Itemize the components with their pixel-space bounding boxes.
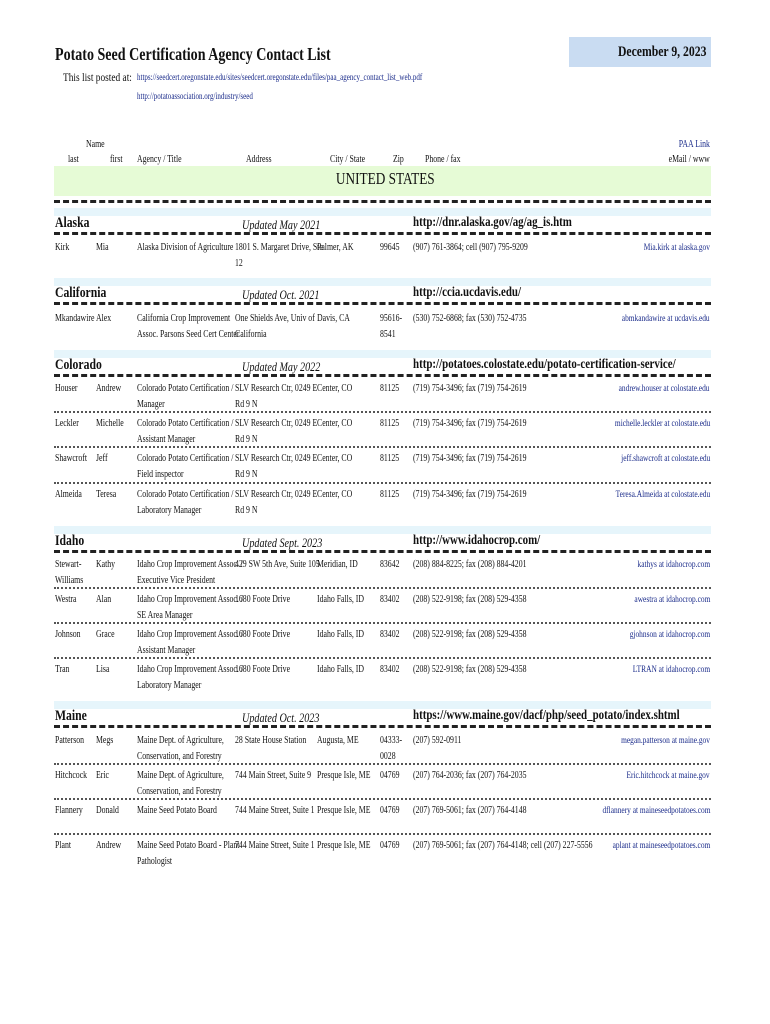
- contact-first-name: Donald: [96, 805, 119, 816]
- contact-agency: Maine Dept. of Agriculture, Conservation, and Forestry: [137, 735, 224, 762]
- contact-agency: Colorado Potato Certification / Laboratory Manager: [137, 489, 234, 516]
- col-phone: Phone / fax: [425, 154, 461, 165]
- contact-zip: 99645: [380, 242, 400, 253]
- contact-zip: 83642: [380, 559, 400, 570]
- contact-first-name: Alan: [96, 594, 112, 605]
- contact-phone: (208) 522-9198; fax (208) 529-4358: [413, 594, 527, 605]
- state-updated: Updated Oct. 2023: [242, 710, 320, 725]
- contact-agency: Idaho Crop Improvement Assoc. / Assistant Manager: [137, 629, 243, 656]
- contact-email-link[interactable]: aplant at maineseedpotatoes.com: [612, 841, 710, 851]
- col-email: eMail / www: [668, 154, 710, 165]
- contact-city: Presque Isle, ME: [317, 805, 371, 816]
- col-zip: Zip: [393, 154, 404, 165]
- state-divider: [54, 725, 711, 728]
- col-city: City / State: [330, 154, 366, 165]
- contact-last-name: Houser: [55, 383, 78, 394]
- contact-last-name: Hitchcock: [55, 770, 88, 781]
- contact-email-link[interactable]: michelle.leckler at colostate.edu: [614, 419, 710, 429]
- contact-zip: 83402: [380, 594, 400, 605]
- page-title: Potato Seed Certification Agency Contact List: [55, 44, 331, 64]
- contact-zip: 04769: [380, 805, 400, 816]
- state-divider: [54, 232, 711, 235]
- contact-agency: Maine Seed Potato Board: [137, 805, 217, 816]
- contact-address: 429 SW 5th Ave, Suite 105: [235, 559, 320, 570]
- contact-address: 1680 Foote Drive: [235, 594, 291, 605]
- contact-phone: (719) 754-3496; fax (719) 754-2619: [413, 489, 527, 500]
- state-name: California: [55, 285, 107, 301]
- contact-email-link[interactable]: awestra at idahocrop.com: [634, 595, 710, 605]
- contact-last-name: Leckler: [55, 418, 79, 429]
- contact-zip: 04769: [380, 840, 400, 851]
- contact-phone: (719) 754-3496; fax (719) 754-2619: [413, 418, 527, 429]
- contact-address: SLV Research Ctr, 0249 E Rd 9 N: [235, 418, 318, 445]
- state-name: Alaska: [55, 215, 90, 231]
- state-name: Colorado: [55, 357, 102, 373]
- contact-address: 1680 Foote Drive: [235, 664, 291, 675]
- contact-zip: 83402: [380, 629, 400, 640]
- contact-zip: 81125: [380, 453, 400, 464]
- contact-phone: (208) 522-9198; fax (208) 529-4358: [413, 664, 527, 675]
- contact-agency: Colorado Potato Certification / Manager: [137, 383, 234, 410]
- contact-last-name: Stewart- Williams: [55, 559, 84, 586]
- paa-seed-link[interactable]: http://potatoassociation.org/industry/seed: [137, 91, 253, 101]
- state-updated: Updated May 2022: [242, 359, 321, 374]
- col-name: Name: [86, 139, 105, 150]
- state-divider: [54, 302, 711, 305]
- contact-city: Presque Isle, ME: [317, 770, 371, 781]
- row-divider: [54, 622, 711, 624]
- contact-first-name: Teresa: [96, 489, 117, 500]
- contact-address: SLV Research Ctr, 0249 E Rd 9 N: [235, 383, 318, 410]
- row-divider: [54, 411, 711, 413]
- contact-last-name: Westra: [55, 594, 77, 605]
- contact-agency: Idaho Crop Improvement Assoc. / SE Area Manager: [137, 594, 243, 621]
- contact-email-link[interactable]: jeff.shawcroft at colostate.edu: [620, 454, 710, 464]
- contact-address: 28 State House Station: [235, 735, 307, 746]
- contact-phone: (207) 769-5061; fax (207) 764-4148: [413, 805, 527, 816]
- contact-zip: 83402: [380, 664, 400, 675]
- contact-email-link[interactable]: andrew.houser at colostate.edu: [619, 384, 710, 394]
- contact-agency: Maine Seed Potato Board - Plant Pathologist: [137, 840, 240, 867]
- contact-address: SLV Research Ctr, 0249 E Rd 9 N: [235, 489, 318, 516]
- col-first: first: [110, 154, 123, 165]
- contact-last-name: Mkandawire: [55, 313, 95, 324]
- contact-agency: Alaska Division of Agriculture: [137, 242, 234, 253]
- contact-phone: (207) 764-2036; fax (207) 764-2035: [413, 770, 527, 781]
- contact-agency: Idaho Crop Improvement Assoc. / Executive Vice President: [137, 559, 243, 586]
- state-divider: [54, 550, 711, 553]
- state-website-link[interactable]: https://www.maine.gov/dacf/php/seed_potato/index.shtml: [413, 708, 680, 723]
- pdf-link[interactable]: https://seedcert.oregonstate.edu/sites/seedcert.oregonstate.edu/files/paa_agency_contact_list_web.pdf: [137, 72, 423, 82]
- state-updated: Updated May 2021: [242, 217, 321, 232]
- contact-agency: Idaho Crop Improvement Assoc. / Laboratory Manager: [137, 664, 243, 691]
- contact-city: Idaho Falls, ID: [317, 664, 365, 675]
- contact-first-name: Jeff: [96, 453, 108, 464]
- col-agency: Agency / Title: [137, 154, 182, 165]
- contact-email-link[interactable]: abmkandawire at ucdavis.edu: [622, 314, 710, 324]
- contact-city: Palmer, AK: [317, 242, 354, 253]
- state-website-link[interactable]: http://dnr.alaska.gov/ag/ag_is.htm: [413, 215, 572, 230]
- state-name: Maine: [55, 708, 87, 724]
- contact-first-name: Eric: [96, 770, 109, 781]
- contact-address: 744 Maine Street, Suite 1: [235, 805, 315, 816]
- contact-city: Idaho Falls, ID: [317, 629, 365, 640]
- row-divider: [54, 763, 711, 765]
- contact-city: Center, CO: [317, 453, 353, 464]
- contact-phone: (719) 754-3496; fax (719) 754-2619: [413, 453, 527, 464]
- contact-city: Center, CO: [317, 489, 353, 500]
- contact-email-link[interactable]: Eric.hitchcock at maine.gov: [626, 771, 710, 781]
- row-divider: [54, 482, 711, 484]
- contact-agency: Colorado Potato Certification / Assistant Manager: [137, 418, 234, 445]
- contact-address: 744 Maine Street, Suite 1: [235, 840, 315, 851]
- contact-first-name: Kathy: [96, 559, 116, 570]
- col-address: Address: [246, 154, 272, 165]
- contact-last-name: Plant: [55, 840, 72, 851]
- contact-phone: (719) 754-3496; fax (719) 754-2619: [413, 383, 527, 394]
- contact-first-name: Grace: [96, 629, 115, 640]
- state-divider: [54, 374, 711, 377]
- state-website-link[interactable]: http://www.idahocrop.com/: [413, 533, 541, 548]
- state-website-link[interactable]: http://potatoes.colostate.edu/potato-certification-service/: [413, 357, 676, 372]
- contact-city: Presque Isle, ME: [317, 840, 371, 851]
- row-divider: [54, 798, 711, 800]
- row-divider: [54, 446, 711, 448]
- state-band: [54, 526, 711, 534]
- contact-phone: (530) 752-6868; fax (530) 752-4735: [413, 313, 527, 324]
- contact-agency: California Crop Improvement Assoc. Parsons Seed Cert Center: [137, 313, 240, 340]
- contact-phone: (207) 592-0911: [413, 735, 462, 746]
- contact-city: Center, CO: [317, 418, 353, 429]
- contact-address: 1680 Foote Drive: [235, 629, 291, 640]
- contact-email-link[interactable]: gjohnson at idahocrop.com: [629, 630, 710, 640]
- document-date: December 9, 2023: [617, 44, 706, 60]
- contact-email-link[interactable]: dflannery at maineseedpotatoes.com: [601, 806, 710, 816]
- contact-email-link[interactable]: Teresa.Almeida at colostate.edu: [615, 490, 710, 500]
- contact-zip: 81125: [380, 383, 400, 394]
- contact-first-name: Mia: [96, 242, 109, 253]
- contact-agency: Colorado Potato Certification / Field inspector: [137, 453, 234, 480]
- contact-first-name: Alex: [96, 313, 112, 324]
- contact-address: 744 Main Street, Suite 9: [235, 770, 312, 781]
- col-last: last: [68, 154, 79, 165]
- contact-zip: 81125: [380, 418, 400, 429]
- contact-address: One Shields Ave, Univ of California: [235, 313, 315, 340]
- contact-city: Center, CO: [317, 383, 353, 394]
- contact-first-name: Lisa: [96, 664, 110, 675]
- contact-email-link[interactable]: megan.patterson at maine.gov: [621, 736, 710, 746]
- state-name: Idaho: [55, 533, 85, 549]
- contact-zip: 04333- 0028: [380, 735, 403, 762]
- country-banner-label: UNITED STATES: [335, 169, 435, 188]
- contact-first-name: Andrew: [96, 383, 122, 394]
- divider: [54, 200, 711, 203]
- posted-label: This list posted at:: [63, 70, 132, 84]
- row-divider: [54, 657, 711, 659]
- contact-first-name: Megs: [96, 735, 114, 746]
- contact-phone: (208) 522-9198; fax (208) 529-4358: [413, 629, 527, 640]
- contact-city: Meridian, ID: [317, 559, 358, 570]
- contact-phone: (207) 769-5061; fax (207) 764-4148; cell (207) 227-5556: [413, 840, 593, 851]
- contact-address: 1801 S. Margaret Drive, Ste 12: [235, 242, 323, 269]
- contact-last-name: Patterson: [55, 735, 85, 746]
- state-updated: Updated Oct. 2021: [242, 287, 320, 302]
- state-band: [54, 278, 711, 286]
- contact-zip: 95616- 8541: [380, 313, 403, 340]
- contact-phone: (907) 761-3864; cell (907) 795-9209: [413, 242, 528, 253]
- state-updated: Updated Sept. 2023: [242, 535, 323, 550]
- col-paa-link[interactable]: PAA Link: [678, 139, 710, 150]
- contact-last-name: Almeida: [55, 489, 82, 500]
- contact-city: Idaho Falls, ID: [317, 594, 365, 605]
- contact-address: SLV Research Ctr, 0249 E Rd 9 N: [235, 453, 318, 480]
- contact-email-link[interactable]: Mia.kirk at alaska.gov: [643, 243, 710, 253]
- row-divider: [54, 587, 711, 589]
- contact-last-name: Johnson: [55, 629, 81, 640]
- contact-last-name: Kirk: [55, 242, 70, 253]
- contact-email-link[interactable]: LTRAN at idahocrop.com: [632, 665, 710, 675]
- contact-phone: (208) 884-8225; fax (208) 884-4201: [413, 559, 527, 570]
- contact-city: Davis, CA: [317, 313, 350, 324]
- contact-first-name: Andrew: [96, 840, 122, 851]
- contact-city: Augusta, ME: [317, 735, 359, 746]
- contact-last-name: Tran: [55, 664, 70, 675]
- state-website-link[interactable]: http://ccia.ucdavis.edu/: [413, 285, 522, 300]
- contact-email-link[interactable]: kathys at idahocrop.com: [637, 560, 710, 570]
- contact-first-name: Michelle: [96, 418, 124, 429]
- contact-last-name: Shawcroft: [55, 453, 88, 464]
- row-divider: [54, 833, 711, 835]
- contact-zip: 04769: [380, 770, 400, 781]
- contact-last-name: Flannery: [55, 805, 83, 816]
- contact-agency: Maine Dept. of Agriculture, Conservation, and Forestry: [137, 770, 224, 797]
- contact-zip: 81125: [380, 489, 400, 500]
